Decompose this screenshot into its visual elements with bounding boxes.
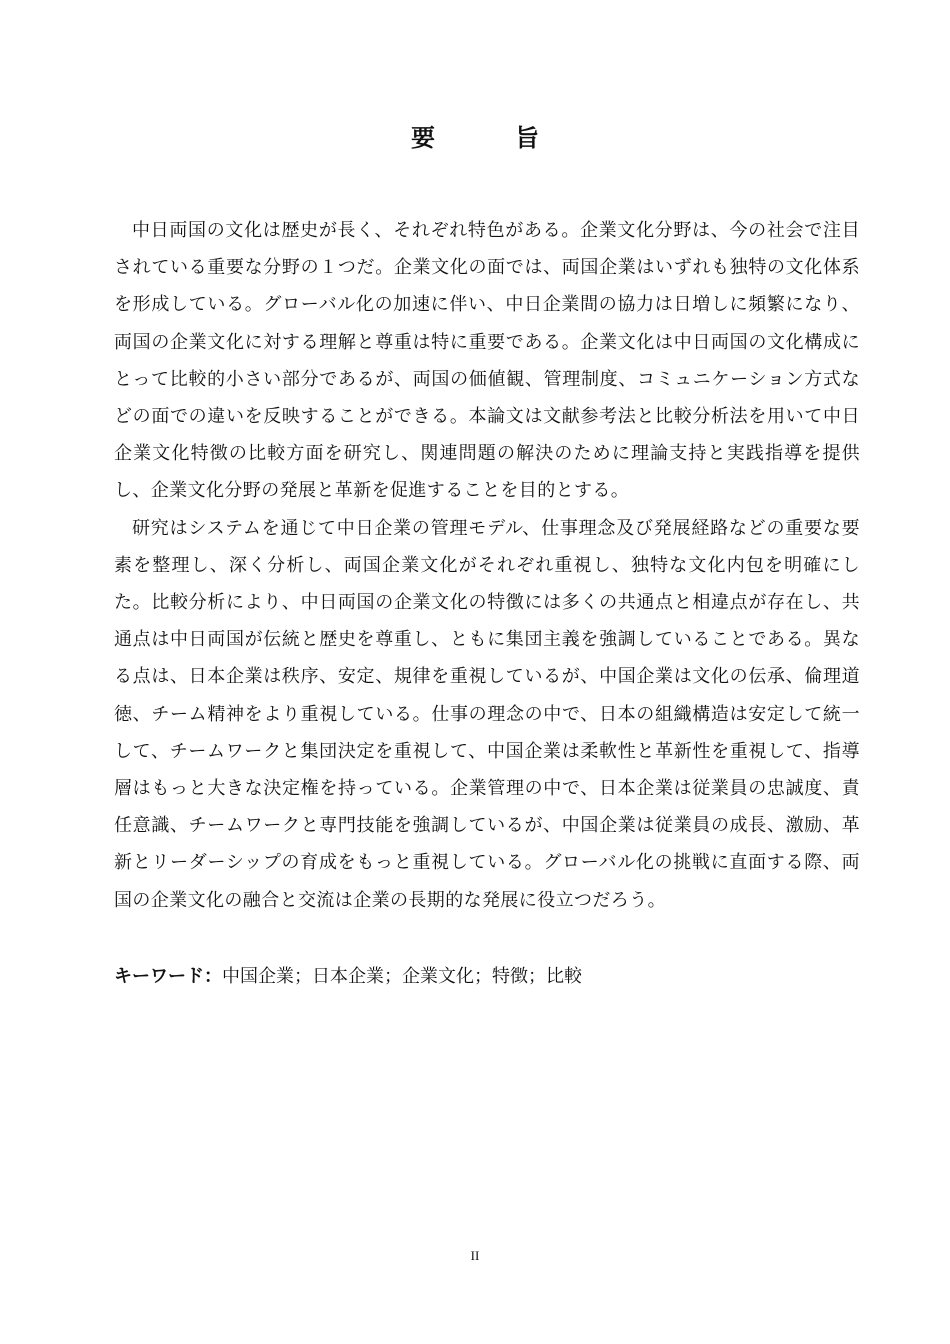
abstract-paragraph-1: 中日両国の文化は歴史が長く、それぞれ特色がある。企業文化分野は、今の社会で注目されている重要な分野の１つだ。企業文化の面では、両国企業はいずれも独特の文化体系を形成している。グローバル化の加速に伴い、中日企業間の協力は日増しに頻繁になり、両国の企業文化に対する理解と尊重は特に重要である。企業文化は中日両国の文化構成にとって比較的小さい部分であるが、両国の価値観、管理制度、コミュニケーション方式などの面での違いを反映することができる。本論文は文献参考法と比較分析法を用いて中日企業文化特徴の比較方面を研究し、関連問題の解決のために理論支持と実践指導を提供し、企業文化分野の発展と革新を促進することを目的とする。	[114, 220, 860, 502]
keywords-label: キーワード：	[114, 966, 222, 987]
abstract-title: 要 旨	[411, 124, 567, 152]
keywords-line	[114, 958, 860, 995]
abstract-paragraph-2: 研究はシステムを通じて中日企業の管理モデル、仕事理念及び発展経路などの重要な要素を整理し、深く分析し、両国企業文化がそれぞれ重視し、独特な文化内包を明確にした。比較分析により、中日両国の企業文化の特徴には多くの共通点と相違点が存在し、共通点は中日両国が伝統と歴史を尊重し、ともに集団主義を強調していることである。異なる点は、日本企業は秩序、安定、規律を重視しているが、中国企業は文化の伝承、倫理道徳、チーム精神をより重視している。仕事の理念の中で、日本の組織構造は安定して統一して、チームワークと集団決定を重視して、中国企業は柔軟性と革新性を重視して、指導層はもっと大きな決定権を持っている。企業管理の中で、日本企業は従業員の忠誠度、責任意識、チームワークと専門技能を強調しているが、中国企業は従業員の成長、激励、革新とリーダーシップの育成をもっと重視している。グローバル化の挑戦に直面する際、両国の企業文化の融合と交流は企業の長期的な発展に役立つだろう。	[114, 517, 860, 911]
page-number: II	[470, 1248, 480, 1263]
keywords-list: 中国企業；日本企業；企業文化；特徴；比較	[222, 966, 582, 987]
abstract-body	[114, 212, 860, 919]
